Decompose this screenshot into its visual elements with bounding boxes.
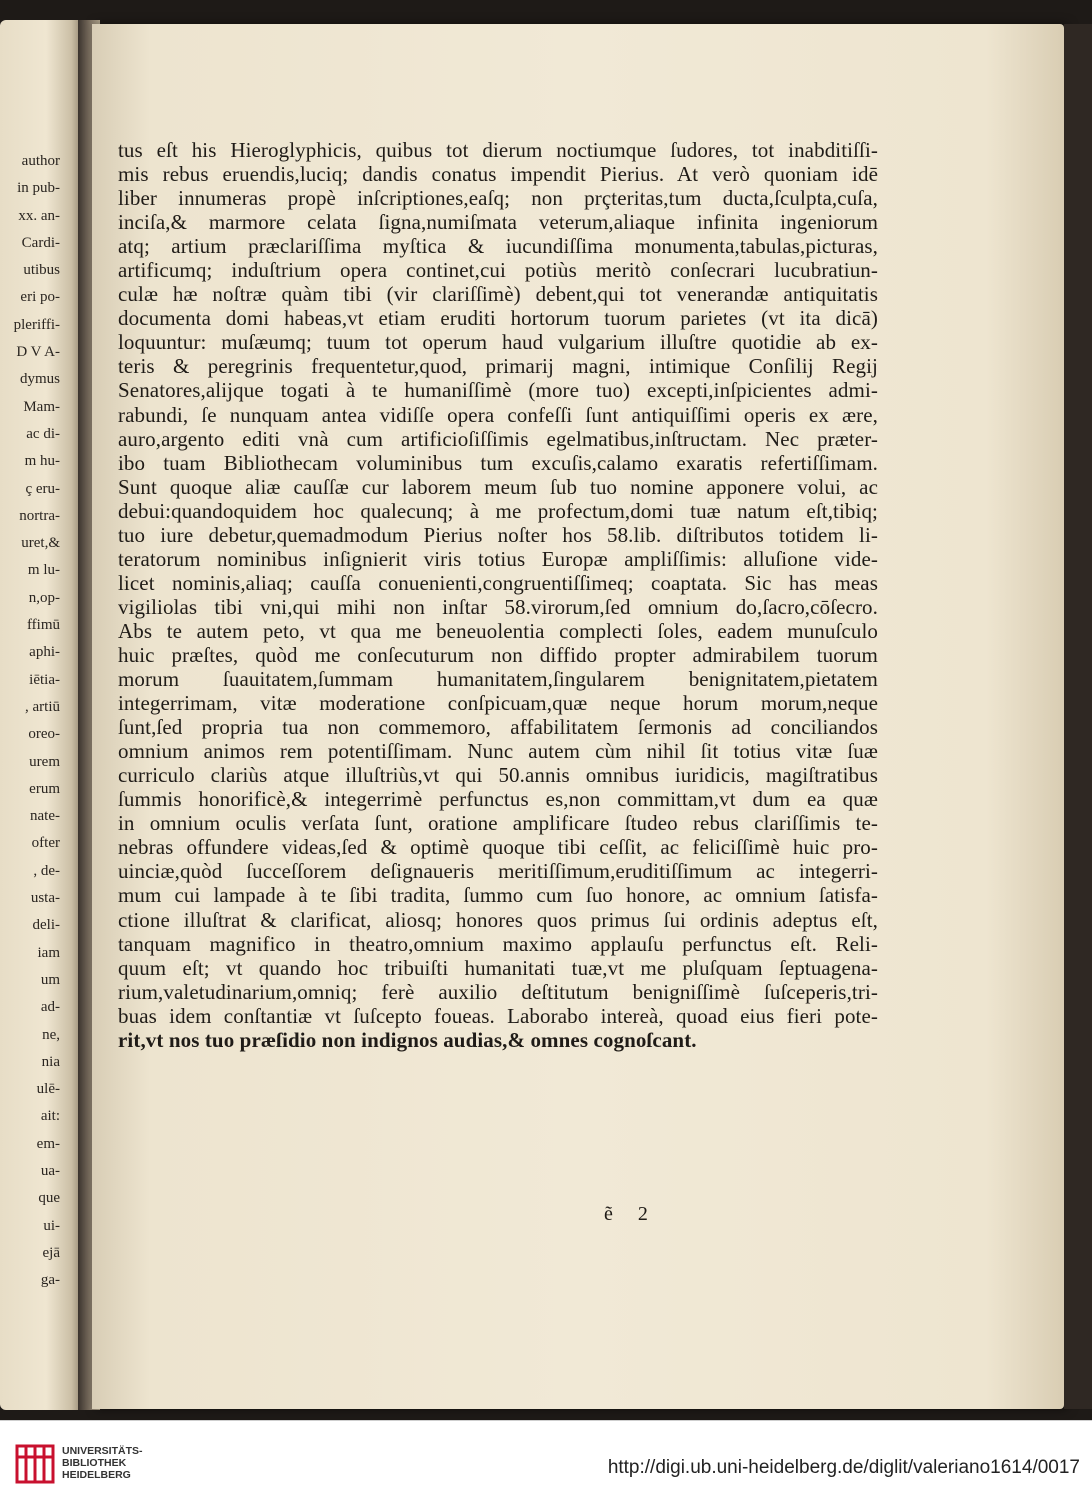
left-margin-line: iētia-	[29, 671, 60, 688]
footer-bar	[0, 1420, 1092, 1504]
left-margin-line: deli-	[32, 917, 60, 934]
left-margin-line: nia	[41, 1053, 60, 1070]
left-margin-line: Cardi-	[21, 234, 60, 251]
text-line: teratorum nominibus inſignierit viris totius Europæ ampliſſimis: alluſione vide-	[118, 546, 878, 571]
text-line: rabundi, ſe nunquam antea vidiſſe opera confeſſi ſunt antiquiſſimi operis ex ære,	[118, 402, 878, 427]
text-line: integerrimam, vitæ moderatione conſpicuam,quæ neque horum morum,neque	[118, 691, 878, 716]
text-line: tuo iure debetur,quemadmodum Pierius noſter hos 58.lib. diſtributos totidem li-	[118, 522, 878, 547]
library-logo-icon[interactable]	[14, 1443, 56, 1485]
text-line: loquuntur: muſæumq; tuum tot operum haud vulgarium illuſtre quotidie ab ex-	[118, 330, 878, 355]
library-name[interactable]	[62, 1445, 143, 1481]
text-line: uinciæ,quòd ſucceſſorem deſignaueris meritiſſimum,eruditiſſimum ac integerri-	[118, 859, 878, 884]
text-line: ſunt,ſed propria tua non commemoro, affabilitatem ſermonis ad conciliandos	[118, 715, 878, 740]
left-margin-line: ac di-	[26, 425, 60, 442]
text-line: mum cui lampade à te ſibi tradita, ſummo cum ſuo honore, ac omnium ſatisfa-	[118, 883, 878, 908]
left-margin-line: ua-	[40, 1162, 60, 1179]
text-line: Sunt quoque aliæ cauſſæ cur laborem meum ſub tuo nomine apponere volui, ac	[118, 474, 878, 499]
left-margin-line: author	[21, 153, 60, 169]
left-margin-line: Mam-	[23, 398, 60, 415]
left-margin-line: ga-	[40, 1272, 60, 1289]
left-margin-line: ait:	[40, 1108, 60, 1125]
text-line: huic præſtes, quòd me conſecuturum non diffido propter admirabilem tuorum	[118, 642, 878, 667]
left-margin-line: eri po-	[20, 289, 60, 306]
signature-mark: ẽ 2	[604, 1203, 658, 1225]
left-margin-line: n,op-	[28, 589, 60, 606]
text-line: ibo tuam Bibliothecam voluminibus tum excuſis,calamo exaratis refertiſſimam.	[118, 450, 878, 475]
library-name-line3: HEIDELBERG	[62, 1469, 131, 1481]
library-name-line2: BIBLIOTHEK	[62, 1457, 127, 1469]
text-line: tus eſt his Hieroglyphicis, quibus tot dierum noctiumque ſudores, tot inabditiſſi-	[118, 138, 878, 162]
text-line: Senatores,alijque togati à te humaniſſimè (more tuo) excepti,inſpicientes admi-	[118, 378, 878, 403]
text-line: morum ſuauitatem,ſummam humanitatem,ſingularem benignitatem,pietatem	[118, 667, 878, 692]
left-margin-line: ne,	[42, 1026, 60, 1043]
page-url-link[interactable]: http://digi.ub.uni-heidelberg.de/diglit/valeriano1614/0017	[607, 1457, 1080, 1478]
left-margin-line: ejā	[42, 1244, 60, 1261]
text-line: liber innumeras propè inſcriptiones,eaſq; non prçteritas,tum ducta,ſculpta,cuſa,	[118, 186, 878, 211]
text-line: rium,valetudinarium,omniq; ferè auxilio deſtitutum benigniſſimè ſuſceperis,tri-	[118, 979, 878, 1004]
text-line: mis rebus eruendis,luciq; dandis conatus impendit Pierius. At verò quoniam idē	[118, 162, 878, 187]
left-margin-line: , de-	[33, 862, 60, 879]
text-line: omnium animos rem potentiſſimam. Nunc autem cùm nihil ſit totius vitæ ſuæ	[118, 739, 878, 764]
left-margin-line: ad-	[40, 999, 60, 1016]
text-line: buas idem conſtantiæ vt ſuſcepto foueas. Laborabo intereà, quoad eius fieri pote-	[118, 1003, 878, 1028]
left-margin-text	[0, 148, 60, 1294]
left-margin-line: aphi-	[29, 644, 60, 661]
left-margin-line: um	[40, 971, 60, 988]
text-line: licet nominis,aliaq; cauſſa conuenienti,congruentiſſimeq; coaptata. Sic has meas	[118, 570, 878, 595]
left-margin-line: ofter	[31, 835, 60, 852]
left-margin-line: que	[38, 1190, 60, 1207]
left-margin-line: iam	[37, 944, 60, 961]
text-line: quum eſt; vt quando hoc tribuiſti humanitati tuæ,vt me pluſquam ſeptuagena-	[118, 955, 878, 980]
left-margin-line: ui-	[43, 1217, 60, 1234]
body-text	[118, 138, 878, 1052]
text-line: tanquam magnifico in theatro,omnium maximo applauſu perfunctus eſt. Reli-	[118, 931, 878, 956]
left-margin-line: usta-	[30, 890, 60, 907]
left-margin-line: ulē-	[36, 1081, 60, 1098]
left-margin-line: urem	[29, 753, 60, 770]
text-line: in omnium oculis verſata ſunt, oratione amplificare ſtudeo rebus clariſſimis te-	[118, 811, 878, 836]
text-line: Abs te autem peto, vt qua me beneuolentia complecti ſoles, eadem munuſculo	[118, 618, 878, 643]
text-line: curriculo clariùs atque illuſtriùs,vt qui 50.annis omnibus iuridicis, magiſtratibus	[118, 763, 878, 788]
left-margin-line: D V A-	[16, 344, 60, 361]
text-line: artificumq; induſtrium opera continet,cui potiùs meritò conſecrari lucubratiun-	[118, 258, 878, 283]
left-margin-line: utibus	[23, 262, 60, 279]
left-margin-line: em-	[36, 1135, 60, 1152]
page-edge	[1064, 24, 1092, 1409]
text-line: debui:quandoquidem hoc qualecunq; à me profectum,domi tuæ natum eſt,tibiq;	[118, 498, 878, 523]
text-line: atq; artium præclariſſima myſtica & iucundiſſima monumenta,tabulas,picturas,	[118, 234, 878, 259]
left-page	[0, 20, 84, 1410]
left-margin-line: xx. an-	[18, 207, 60, 224]
text-line: vigiliolas tibi vni,qui mihi non inſtar 58.virorum,ſed omnium do,ſacro,cōſecro.	[118, 594, 878, 619]
left-margin-line: ç eru-	[25, 480, 60, 497]
left-margin-line: dymus	[19, 371, 60, 388]
text-line: inciſa,& marmore celata ſigna,numiſmata veterum,aliaque infinita ingeniorum	[118, 210, 878, 235]
text-line: nebras offundere videas,ſed & optimè quoque tibi ceſſit, ac feliciſſimè huic pro-	[118, 835, 878, 860]
left-margin-line: m lu-	[27, 562, 60, 579]
text-line: culæ hæ noſtræ quàm tibi (vir clariſſimè) debent,qui tot venerandæ antiquitatis	[118, 282, 878, 307]
left-margin-line: m hu-	[24, 453, 60, 470]
left-margin-line: nortra-	[19, 507, 60, 524]
left-margin-line: erum	[29, 780, 60, 797]
left-margin-line: nate-	[30, 808, 60, 825]
text-line: auro,argento editi vnà cum artificioſiſſimis egelmatibus,inſtructam. Nec præter-	[118, 426, 878, 451]
left-margin-line: oreo-	[28, 726, 60, 743]
left-margin-line: in pub-	[17, 180, 60, 197]
library-name-line1: UNIVERSITÄTS-	[62, 1445, 143, 1457]
left-margin-line: uret,&	[21, 535, 60, 552]
text-line: teris & peregrinis frequentetur,quod, primarij magni, intimique Conſilij Regij	[118, 354, 878, 379]
text-line: rit,vt nos tuo præſidio non indignos audias,& omnes cognoſcant.	[118, 1027, 697, 1052]
left-margin-line: , artiū	[25, 698, 60, 715]
text-line: documenta domi habeas,vt etiam eruditi hortorum tuorum parietes (vt ita dicā)	[118, 306, 878, 331]
left-margin-line: ffimū	[26, 617, 60, 634]
left-margin-line: pleriffi-	[13, 316, 60, 333]
text-line: ſummis honorificè,& integerrimè perfunctus es,non committam,vt dum ea quæ	[118, 787, 878, 812]
text-line: ctione illuſtrat & clarificat, aliosq; honores quos primus ſui ordinis adeptus eſt,	[118, 907, 878, 932]
